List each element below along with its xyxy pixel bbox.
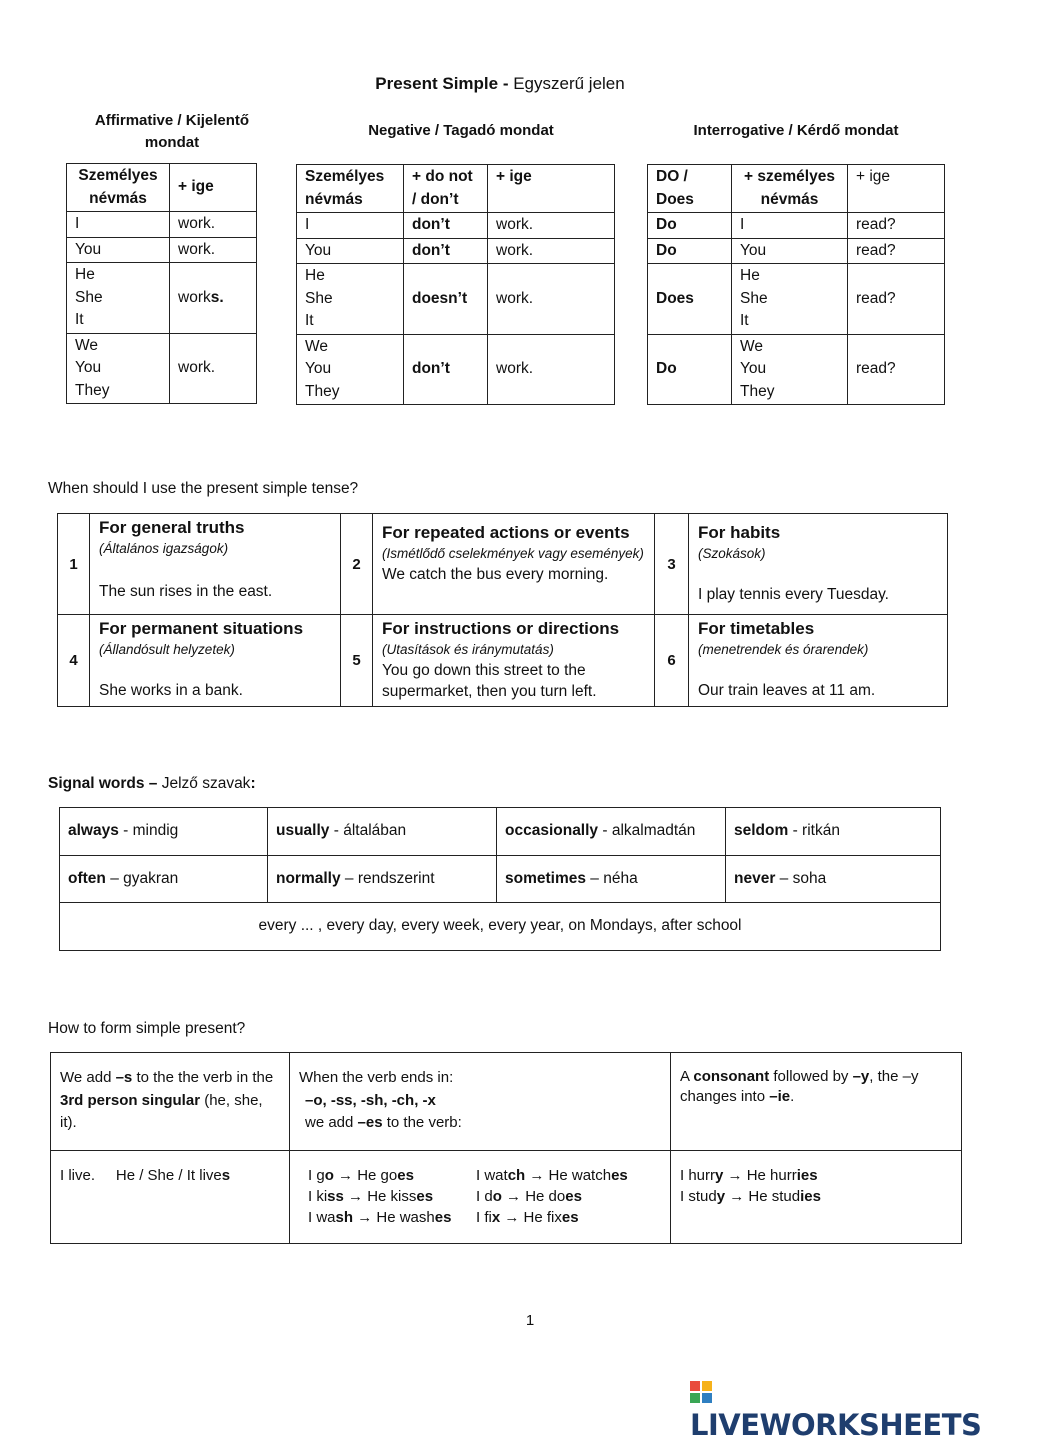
usage-number: 1 — [58, 514, 90, 615]
verb-cell: work. — [170, 237, 257, 263]
table-header: Személyes névmás — [67, 164, 170, 212]
usage-example: Our train leaves at 11 am. — [698, 682, 876, 699]
verb-cell: works. — [170, 263, 257, 334]
usage-number: 3 — [655, 514, 689, 615]
table-header: + do not / don’t — [404, 165, 488, 213]
verb-cell: work. — [170, 212, 257, 238]
aux-cell: Do — [648, 238, 732, 264]
usage-number: 5 — [341, 615, 373, 707]
pronoun-cell: I — [67, 212, 170, 238]
usage-translation: (menetrendek és órarendek) — [698, 642, 869, 657]
aux-cell: don’t — [404, 334, 488, 405]
logo-squares-icon — [690, 1381, 712, 1403]
usage-translation: (Ismétlődő cselekmények vagy események) — [382, 546, 644, 561]
table-header: DO / Does — [648, 165, 732, 213]
usage-translation: (Szokások) — [698, 546, 766, 561]
signal-word: always - mindig — [60, 808, 268, 856]
aux-cell: Do — [648, 213, 732, 239]
usage-cell — [689, 514, 948, 615]
signal-word: seldom - ritkán — [726, 808, 941, 856]
usage-table — [57, 513, 948, 707]
usage-example: I play tennis every Tuesday. — [698, 586, 889, 603]
aux-cell: Does — [648, 264, 732, 335]
pronoun-cell: You — [67, 237, 170, 263]
usage-number: 4 — [58, 615, 90, 707]
affirmative-table — [66, 163, 257, 404]
usage-title: For repeated actions or events — [382, 523, 630, 542]
verb-cell: work. — [170, 333, 257, 404]
usage-example: You go down this street to the supermarket, then you turn left. — [382, 662, 597, 700]
pronoun-cell: You — [732, 238, 848, 264]
verb-cell: read? — [848, 264, 945, 335]
affirmative-heading: Affirmative / Kijelentő mondat — [94, 112, 250, 151]
pronoun-cell: He She It — [67, 263, 170, 334]
forming-question: How to form simple present? — [48, 1020, 246, 1037]
pronoun-cell: We You They — [297, 334, 404, 405]
table-header: + ige — [848, 165, 945, 213]
example-s: I live. He / She / It lives — [51, 1151, 290, 1244]
usage-example: The sun rises in the east. — [99, 583, 273, 600]
rule-ies: A consonant followed by –y, the –y changes into –ie. — [671, 1053, 962, 1151]
pronoun-cell: He She It — [732, 264, 848, 335]
verb-cell: read? — [848, 334, 945, 405]
usage-example: She works in a bank. — [99, 682, 243, 699]
aux-cell: don’t — [404, 238, 488, 264]
table-header: + személyes névmás — [732, 165, 848, 213]
usage-translation: (Állandósult helyzetek) — [99, 642, 235, 657]
signal-word: often – gyakran — [60, 855, 268, 903]
table-header: Személyes névmás — [297, 165, 404, 213]
usage-title: For habits — [698, 523, 781, 542]
usage-title: For timetables — [698, 619, 815, 638]
signal-words-heading: Signal words – Jelző szavak: — [48, 775, 256, 792]
example-ies: I hurry → He hurries I study → He studies — [671, 1151, 962, 1244]
usage-cell — [90, 514, 341, 615]
verb-cell: work. — [488, 334, 615, 405]
pronoun-cell: You — [297, 238, 404, 264]
table-header: + ige — [488, 165, 615, 213]
rule-es: When the verb ends in: –o, -ss, -sh, -ch, -x we add –es to the verb: — [290, 1053, 671, 1151]
usage-number: 6 — [655, 615, 689, 707]
page-number: 1 — [525, 1312, 535, 1329]
rule-s: We add –s to the the verb in the 3rd person singular (he, she, it). — [51, 1053, 290, 1151]
verb-cell: work. — [488, 238, 615, 264]
negative-heading: Negative / Tagadó mondat — [368, 122, 554, 139]
every-expressions: every ... , every day, every week, every year, on Mondays, after school — [60, 903, 941, 951]
usage-example: We catch the bus every morning. — [382, 566, 609, 583]
negative-table — [296, 164, 615, 405]
usage-question: When should I use the present simple tense? — [48, 480, 359, 497]
signal-word: never – soha — [726, 855, 941, 903]
usage-title: For permanent situations — [99, 619, 304, 638]
verb-cell: read? — [848, 213, 945, 239]
page-title: Present Simple - Egyszerű jelen — [375, 74, 625, 93]
interrogative-table — [647, 164, 945, 405]
pronoun-cell: We You They — [67, 333, 170, 404]
signal-words-table — [59, 807, 941, 951]
signal-word: occasionally - alkalmadtán — [497, 808, 726, 856]
usage-number: 2 — [341, 514, 373, 615]
usage-cell — [689, 615, 948, 707]
liveworksheets-logo: LIVEWORKSHEETS — [690, 1374, 1000, 1442]
usage-translation: (Általános igazságok) — [99, 541, 229, 556]
signal-word: normally – rendszerint — [268, 855, 497, 903]
interrogative-heading: Interrogative / Kérdő mondat — [693, 122, 899, 139]
usage-cell — [90, 615, 341, 707]
usage-title: For instructions or directions — [382, 619, 620, 638]
usage-cell — [373, 615, 655, 707]
pronoun-cell: We You They — [732, 334, 848, 405]
signal-word: sometimes – néha — [497, 855, 726, 903]
aux-cell: Do — [648, 334, 732, 405]
table-header: + ige — [170, 164, 257, 212]
signal-word: usually - általában — [268, 808, 497, 856]
aux-cell: don’t — [404, 213, 488, 239]
verb-cell: work. — [488, 264, 615, 335]
example-es: I go → He goes I kiss → He kisses I wash → He washes I watch → He watches I do → He does I fix → He fixes — [290, 1151, 671, 1244]
pronoun-cell: I — [732, 213, 848, 239]
pronoun-cell: I — [297, 213, 404, 239]
verb-cell: work. — [488, 213, 615, 239]
usage-title: For general truths — [99, 518, 245, 537]
usage-cell — [373, 514, 655, 615]
forming-table — [50, 1052, 962, 1244]
pronoun-cell: He She It — [297, 264, 404, 335]
verb-cell: read? — [848, 238, 945, 264]
usage-translation: (Utasítások és iránymutatás) — [382, 642, 554, 657]
aux-cell: doesn’t — [404, 264, 488, 335]
